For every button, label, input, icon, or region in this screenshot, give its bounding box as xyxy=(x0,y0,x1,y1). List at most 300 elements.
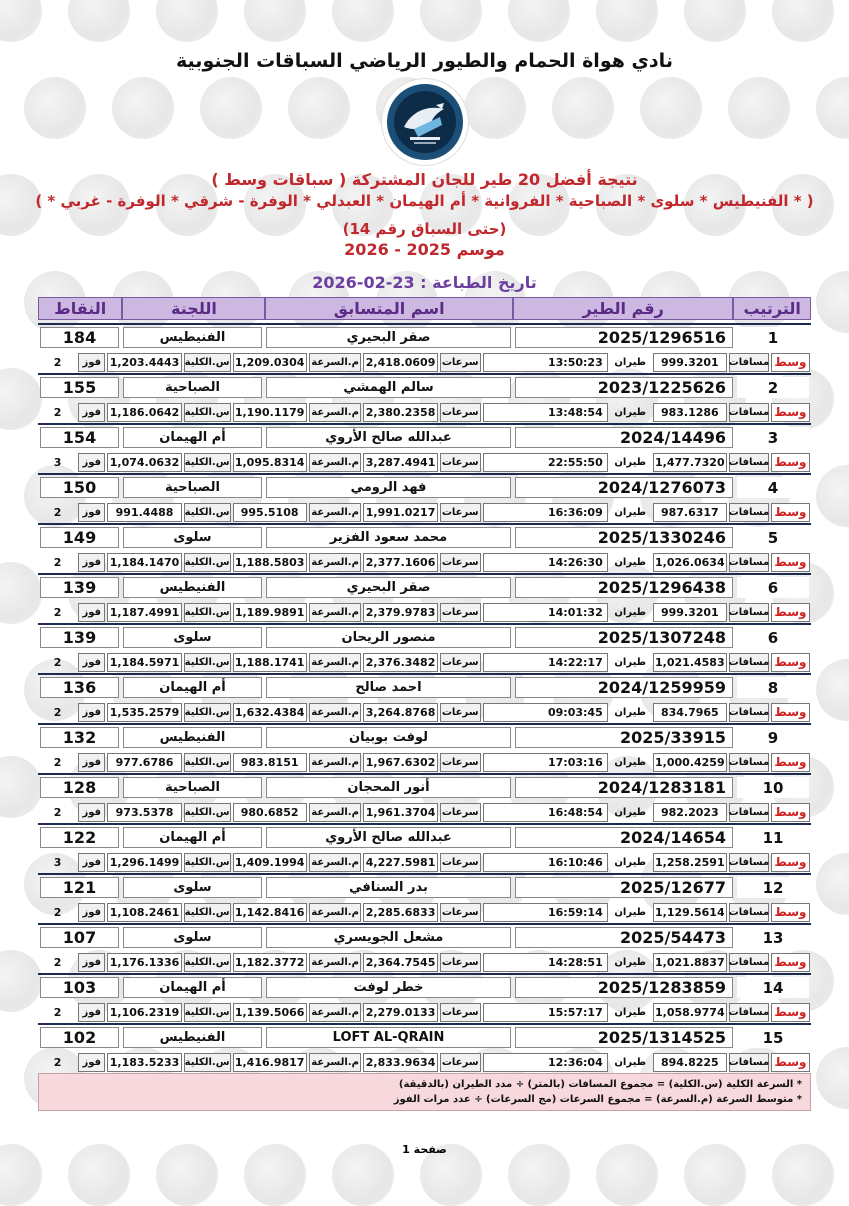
ring-number: 2025/1314525 xyxy=(515,1027,733,1048)
speeds-label: سرعات xyxy=(440,403,481,422)
distances-label: مسافات xyxy=(729,853,769,872)
footer-note: * السرعة الكلية (س.الكلية) = مجموع المسافات (بالمتر) ÷ مدد الطيران (بالدقيقة) xyxy=(398,1079,802,1090)
avg-speed-label: م.السرعة xyxy=(309,953,362,972)
distances-value: 1,258.2591 xyxy=(653,853,727,872)
wins-label: فوز xyxy=(78,653,105,672)
rank: 3 xyxy=(737,427,809,448)
total-speed-label: س.الكلية xyxy=(184,653,231,672)
flight-time-value: 14:26:30 xyxy=(483,553,608,572)
total-speed-value: 1,074.0632 xyxy=(107,453,181,472)
committee-name: سلوى xyxy=(123,927,262,948)
flight-label: طيران xyxy=(614,556,647,568)
col-team: اللجنة xyxy=(122,297,265,320)
ring-number: 2025/1330246 xyxy=(515,527,733,548)
committee-name: سلوى xyxy=(123,527,262,548)
total-speed-label: س.الكلية xyxy=(184,1053,231,1072)
result-detail-row xyxy=(38,700,811,724)
ring-number: 2023/1225626 xyxy=(515,377,733,398)
avg-speed-label: م.السرعة xyxy=(309,553,362,572)
total-speed-label: س.الكلية xyxy=(184,1003,231,1022)
ring-number: 2025/33915 xyxy=(515,727,733,748)
speeds-value: 2,380.2358 xyxy=(363,403,437,422)
flight-time-value: 16:48:54 xyxy=(483,803,608,822)
wins-label: فوز xyxy=(78,703,105,722)
avg-speed-label: م.السرعة xyxy=(309,453,362,472)
result-entry xyxy=(38,573,811,624)
result-detail-row xyxy=(38,500,811,524)
result-entry xyxy=(38,423,811,474)
category-label: وسط xyxy=(771,953,810,972)
result-entry xyxy=(38,823,811,874)
speeds-value: 4,227.5981 xyxy=(363,853,437,872)
points: 150 xyxy=(40,477,119,498)
committee-name: الفنيطيس xyxy=(123,1027,262,1048)
distances-label: مسافات xyxy=(729,353,769,372)
result-detail-row xyxy=(38,450,811,474)
speeds-value: 2,379.9783 xyxy=(363,603,437,622)
avg-speed-label: م.السرعة xyxy=(309,753,362,772)
rank: 4 xyxy=(737,477,809,498)
category-label: وسط xyxy=(771,653,810,672)
ring-number: 2025/1296438 xyxy=(515,577,733,598)
committee-name: سلوى xyxy=(123,627,262,648)
wins-value: 3 xyxy=(53,455,62,469)
col-name: اسم المتسابق xyxy=(265,297,512,320)
total-speed-label: س.الكلية xyxy=(184,403,231,422)
wins-label: فوز xyxy=(78,753,105,772)
speeds-label: سرعات xyxy=(440,703,481,722)
avg-speed-value: 1,188.5803 xyxy=(233,553,307,572)
distances-label: مسافات xyxy=(729,903,769,922)
total-speed-value: 973.5378 xyxy=(107,803,181,822)
distances-value: 999.3201 xyxy=(653,353,727,372)
speeds-value: 2,377.1606 xyxy=(363,553,437,572)
distances-value: 983.1286 xyxy=(653,403,727,422)
page-number: صفحة 1 xyxy=(402,1143,447,1156)
flight-time-value: 16:10:46 xyxy=(483,853,608,872)
result-main-row xyxy=(38,373,811,400)
total-speed-value: 1,183.5233 xyxy=(107,1053,181,1072)
total-speed-value: 1,186.0642 xyxy=(107,403,181,422)
competitor-name: أنور المحجان xyxy=(266,777,511,798)
result-main-row xyxy=(38,773,811,800)
category-label: وسط xyxy=(771,353,810,372)
competitor-name: فهد الرومي xyxy=(266,477,511,498)
avg-speed-label: م.السرعة xyxy=(309,703,362,722)
col-rank: الترتيب xyxy=(733,297,811,320)
race-number: (حتى السباق رقم 14) xyxy=(342,220,507,238)
distances-label: مسافات xyxy=(729,403,769,422)
avg-speed-label: م.السرعة xyxy=(309,403,362,422)
flight-label: طيران xyxy=(614,856,647,868)
avg-speed-value: 1,209.0304 xyxy=(233,353,307,372)
competitor-name: خطر لوفت xyxy=(266,977,511,998)
result-main-row xyxy=(38,573,811,600)
flight-time-value: 13:48:54 xyxy=(483,403,608,422)
total-speed-label: س.الكلية xyxy=(184,453,231,472)
competitor-name: محمد سعود الفزير xyxy=(266,527,511,548)
competitor-name: لوفت بوبيان xyxy=(266,727,511,748)
result-entry xyxy=(38,673,811,724)
distances-value: 1,021.8837 xyxy=(653,953,727,972)
ring-number: 2025/1283859 xyxy=(515,977,733,998)
rank: 1 xyxy=(737,327,809,348)
points: 132 xyxy=(40,727,119,748)
wins-value: 2 xyxy=(53,655,62,669)
total-speed-value: 1,184.1470 xyxy=(107,553,181,572)
pigeon-logo-icon xyxy=(384,81,466,163)
committee-name: الفنيطيس xyxy=(123,327,262,348)
result-detail-row xyxy=(38,950,811,974)
distances-label: مسافات xyxy=(729,803,769,822)
points: 149 xyxy=(40,527,119,548)
distances-value: 982.2023 xyxy=(653,803,727,822)
wins-value: 2 xyxy=(53,505,62,519)
total-speed-value: 977.6786 xyxy=(107,753,181,772)
competitor-name: سالم الهمشي xyxy=(266,377,511,398)
result-detail-row xyxy=(38,600,811,624)
wins-label: فوز xyxy=(78,953,105,972)
wins-label: فوز xyxy=(78,1053,105,1072)
column-header xyxy=(38,297,811,320)
category-label: وسط xyxy=(771,1003,810,1022)
distances-label: مسافات xyxy=(729,503,769,522)
flight-label: طيران xyxy=(614,656,647,668)
competitor-name: LOFT AL-QRAIN xyxy=(266,1027,511,1048)
distances-label: مسافات xyxy=(729,703,769,722)
flight-time-value: 16:36:09 xyxy=(483,503,608,522)
speeds-label: سرعات xyxy=(440,803,481,822)
flight-label: طيران xyxy=(614,806,647,818)
speeds-label: سرعات xyxy=(440,503,481,522)
speeds-label: سرعات xyxy=(440,353,481,372)
category-label: وسط xyxy=(771,1053,810,1072)
distances-value: 999.3201 xyxy=(653,603,727,622)
committee-name: الفنيطيس xyxy=(123,577,262,598)
result-detail-row xyxy=(38,1050,811,1074)
committee-name: الصباحية xyxy=(123,377,262,398)
result-main-row xyxy=(38,423,811,450)
category-label: وسط xyxy=(771,403,810,422)
speeds-label: سرعات xyxy=(440,1053,481,1072)
flight-label: طيران xyxy=(614,956,647,968)
speeds-label: سرعات xyxy=(440,753,481,772)
points: 121 xyxy=(40,877,119,898)
category-label: وسط xyxy=(771,453,810,472)
distances-value: 834.7965 xyxy=(653,703,727,722)
total-speed-value: 991.4488 xyxy=(107,503,181,522)
flight-label: طيران xyxy=(614,506,647,518)
rank: 5 xyxy=(737,527,809,548)
result-entry xyxy=(38,723,811,774)
points: 128 xyxy=(40,777,119,798)
speeds-label: سرعات xyxy=(440,903,481,922)
distances-label: مسافات xyxy=(729,1053,769,1072)
wins-value: 2 xyxy=(53,805,62,819)
result-detail-row xyxy=(38,800,811,824)
distances-label: مسافات xyxy=(729,553,769,572)
points: 139 xyxy=(40,627,119,648)
avg-speed-label: م.السرعة xyxy=(309,1053,362,1072)
result-detail-row xyxy=(38,900,811,924)
result-detail-row xyxy=(38,650,811,674)
committee-name: أم الهيمان xyxy=(123,827,262,848)
result-entry xyxy=(38,973,811,1024)
avg-speed-value: 983.8151 xyxy=(233,753,307,772)
total-speed-label: س.الكلية xyxy=(184,503,231,522)
rank: 2 xyxy=(737,377,809,398)
distances-label: مسافات xyxy=(729,753,769,772)
speeds-value: 2,285.6833 xyxy=(363,903,437,922)
wins-label: فوز xyxy=(78,453,105,472)
avg-speed-value: 980.6852 xyxy=(233,803,307,822)
result-main-row xyxy=(38,1023,811,1050)
total-speed-label: س.الكلية xyxy=(184,753,231,772)
category-label: وسط xyxy=(771,503,810,522)
wins-value: 2 xyxy=(53,605,62,619)
competitor-name: صقر البحيري xyxy=(266,327,511,348)
total-speed-value: 1,535.2579 xyxy=(107,703,181,722)
committee-name: أم الهيمان xyxy=(123,427,262,448)
result-entry xyxy=(38,1023,811,1074)
rank: 9 xyxy=(737,727,809,748)
total-speed-label: س.الكلية xyxy=(184,903,231,922)
total-speed-label: س.الكلية xyxy=(184,953,231,972)
committee-name: أم الهيمان xyxy=(123,677,262,698)
speeds-label: سرعات xyxy=(440,853,481,872)
avg-speed-label: م.السرعة xyxy=(309,853,362,872)
wins-label: فوز xyxy=(78,1003,105,1022)
club-title: نادي هواة الحمام والطيور الرياضي السباقات الجنوبية xyxy=(176,50,673,72)
avg-speed-value: 1,416.9817 xyxy=(233,1053,307,1072)
distances-value: 1,058.9774 xyxy=(653,1003,727,1022)
competitor-name: صقر البحيري xyxy=(266,577,511,598)
result-main-row xyxy=(38,623,811,650)
distances-label: مسافات xyxy=(729,603,769,622)
result-entry xyxy=(38,623,811,674)
category-label: وسط xyxy=(771,703,810,722)
speeds-value: 2,418.0609 xyxy=(363,353,437,372)
speeds-label: سرعات xyxy=(440,653,481,672)
competitor-name: مشعل الجويسري xyxy=(266,927,511,948)
avg-speed-value: 1,188.1741 xyxy=(233,653,307,672)
result-main-row xyxy=(38,723,811,750)
category-label: وسط xyxy=(771,903,810,922)
result-detail-row xyxy=(38,850,811,874)
wins-value: 2 xyxy=(53,555,62,569)
wins-value: 2 xyxy=(53,1005,62,1019)
result-detail-row xyxy=(38,400,811,424)
flight-label: طيران xyxy=(614,1006,647,1018)
total-speed-value: 1,108.2461 xyxy=(107,903,181,922)
category-label: وسط xyxy=(771,753,810,772)
speeds-label: سرعات xyxy=(440,553,481,572)
speeds-value: 2,279.0133 xyxy=(363,1003,437,1022)
ring-number: 2024/1283181 xyxy=(515,777,733,798)
avg-speed-label: م.السرعة xyxy=(309,353,362,372)
committee-name: الفنيطيس xyxy=(123,727,262,748)
ring-number: 2024/1259959 xyxy=(515,677,733,698)
wins-label: فوز xyxy=(78,353,105,372)
col-points: النقاط xyxy=(38,297,122,320)
result-main-row xyxy=(38,823,811,850)
competitor-name: احمد صالح xyxy=(266,677,511,698)
rank: 6 xyxy=(737,577,809,598)
result-entry xyxy=(38,373,811,424)
points: 122 xyxy=(40,827,119,848)
distances-value: 987.6317 xyxy=(653,503,727,522)
category-label: وسط xyxy=(771,603,810,622)
avg-speed-value: 995.5108 xyxy=(233,503,307,522)
speeds-label: سرعات xyxy=(440,1003,481,1022)
total-speed-label: س.الكلية xyxy=(184,703,231,722)
avg-speed-value: 1,139.5066 xyxy=(233,1003,307,1022)
distances-value: 1,477.7320 xyxy=(653,453,727,472)
avg-speed-label: م.السرعة xyxy=(309,603,362,622)
wins-value: 2 xyxy=(53,755,62,769)
category-label: وسط xyxy=(771,553,810,572)
distances-value: 1,129.5614 xyxy=(653,903,727,922)
speeds-value: 1,967.6302 xyxy=(363,753,437,772)
competitor-name: عبدالله صالح الأروي xyxy=(266,427,511,448)
flight-time-value: 14:28:51 xyxy=(483,953,608,972)
avg-speed-value: 1,190.1179 xyxy=(233,403,307,422)
ring-number: 2025/1296516 xyxy=(515,327,733,348)
total-speed-label: س.الكلية xyxy=(184,553,231,572)
flight-time-value: 16:59:14 xyxy=(483,903,608,922)
flight-time-value: 14:01:32 xyxy=(483,603,608,622)
distances-label: مسافات xyxy=(729,653,769,672)
wins-value: 2 xyxy=(53,355,62,369)
ring-number: 2025/1307248 xyxy=(515,627,733,648)
flight-time-value: 12:36:04 xyxy=(483,1053,608,1072)
avg-speed-label: م.السرعة xyxy=(309,1003,362,1022)
wins-label: فوز xyxy=(78,403,105,422)
flight-label: طيران xyxy=(614,706,647,718)
avg-speed-value: 1,409.1994 xyxy=(233,853,307,872)
rank: 10 xyxy=(737,777,809,798)
wins-value: 2 xyxy=(53,405,62,419)
avg-speed-value: 1,095.8314 xyxy=(233,453,307,472)
avg-speed-label: م.السرعة xyxy=(309,503,362,522)
points: 154 xyxy=(40,427,119,448)
rank: 8 xyxy=(737,677,809,698)
flight-time-value: 22:55:50 xyxy=(483,453,608,472)
speeds-value: 2,364.7545 xyxy=(363,953,437,972)
points: 103 xyxy=(40,977,119,998)
wins-label: فوز xyxy=(78,903,105,922)
wins-value: 3 xyxy=(53,855,62,869)
total-speed-value: 1,187.4991 xyxy=(107,603,181,622)
distances-value: 894.8225 xyxy=(653,1053,727,1072)
flight-time-value: 14:22:17 xyxy=(483,653,608,672)
result-main-row xyxy=(38,673,811,700)
result-entry xyxy=(38,773,811,824)
total-speed-value: 1,106.2319 xyxy=(107,1003,181,1022)
result-main-row xyxy=(38,473,811,500)
result-main-row xyxy=(38,323,811,350)
speeds-value: 1,991.0217 xyxy=(363,503,437,522)
print-date: تاريخ الطباعة : 23-02-2026 xyxy=(312,273,537,292)
distances-value: 1,000.4259 xyxy=(653,753,727,772)
wins-value: 2 xyxy=(53,955,62,969)
competitor-name: بدر السنافي xyxy=(266,877,511,898)
report-title: نتيجة أفضل 20 طير للجان المشتركة ( سباقات وسط ) xyxy=(211,170,638,189)
season: موسم 2025 - 2026 xyxy=(344,240,505,259)
wins-value: 2 xyxy=(53,705,62,719)
committees-list: ( * الفنيطيس * سلوى * الصباحية * الفروانية * أم الهيمان * العبدلي * الوفرة - شرقي * الوفرة - غربي * ) xyxy=(35,192,814,210)
ring-number: 2025/12677 xyxy=(515,877,733,898)
avg-speed-label: م.السرعة xyxy=(309,653,362,672)
result-entry xyxy=(38,923,811,974)
total-speed-label: س.الكلية xyxy=(184,603,231,622)
club-logo xyxy=(381,78,469,166)
result-detail-row xyxy=(38,350,811,374)
category-label: وسط xyxy=(771,803,810,822)
result-detail-row xyxy=(38,750,811,774)
speeds-value: 3,264.8768 xyxy=(363,703,437,722)
total-speed-label: س.الكلية xyxy=(184,803,231,822)
distances-label: مسافات xyxy=(729,953,769,972)
committee-name: أم الهيمان xyxy=(123,977,262,998)
rank: 11 xyxy=(737,827,809,848)
speeds-value: 2,833.9634 xyxy=(363,1053,437,1072)
total-speed-value: 1,176.1336 xyxy=(107,953,181,972)
total-speed-label: س.الكلية xyxy=(184,853,231,872)
points: 136 xyxy=(40,677,119,698)
footer-notes xyxy=(38,1073,811,1111)
committee-name: الصباحية xyxy=(123,477,262,498)
rank: 12 xyxy=(737,877,809,898)
speeds-value: 3,287.4941 xyxy=(363,453,437,472)
wins-value: 2 xyxy=(53,905,62,919)
ring-number: 2024/14654 xyxy=(515,827,733,848)
speeds-label: سرعات xyxy=(440,953,481,972)
flight-label: طيران xyxy=(614,606,647,618)
ring-number: 2025/54473 xyxy=(515,927,733,948)
wins-value: 2 xyxy=(53,1055,62,1069)
category-label: وسط xyxy=(771,853,810,872)
result-main-row xyxy=(38,973,811,1000)
result-detail-row xyxy=(38,550,811,574)
flight-label: طيران xyxy=(614,456,647,468)
flight-label: طيران xyxy=(614,356,647,368)
speeds-label: سرعات xyxy=(440,603,481,622)
distances-label: مسافات xyxy=(729,1003,769,1022)
committee-name: الصباحية xyxy=(123,777,262,798)
result-entry xyxy=(38,523,811,574)
ring-number: 2024/1276073 xyxy=(515,477,733,498)
speeds-label: سرعات xyxy=(440,453,481,472)
avg-speed-label: م.السرعة xyxy=(309,803,362,822)
distances-label: مسافات xyxy=(729,453,769,472)
avg-speed-value: 1,189.9891 xyxy=(233,603,307,622)
result-entry xyxy=(38,473,811,524)
points: 139 xyxy=(40,577,119,598)
result-main-row xyxy=(38,873,811,900)
footer-note: * متوسط السرعة (م.السرعة) = مجموع السرعات (مج السرعات) ÷ عدد مرات الفوز xyxy=(393,1094,802,1105)
result-main-row xyxy=(38,523,811,550)
col-ring: رقم الطير xyxy=(513,297,733,320)
rank: 15 xyxy=(737,1027,809,1048)
competitor-name: عبدالله صالح الأروي xyxy=(266,827,511,848)
points: 184 xyxy=(40,327,119,348)
flight-time-value: 13:50:23 xyxy=(483,353,608,372)
distances-value: 1,026.0634 xyxy=(653,553,727,572)
flight-label: طيران xyxy=(614,406,647,418)
result-main-row xyxy=(38,923,811,950)
result-detail-row xyxy=(38,1000,811,1024)
